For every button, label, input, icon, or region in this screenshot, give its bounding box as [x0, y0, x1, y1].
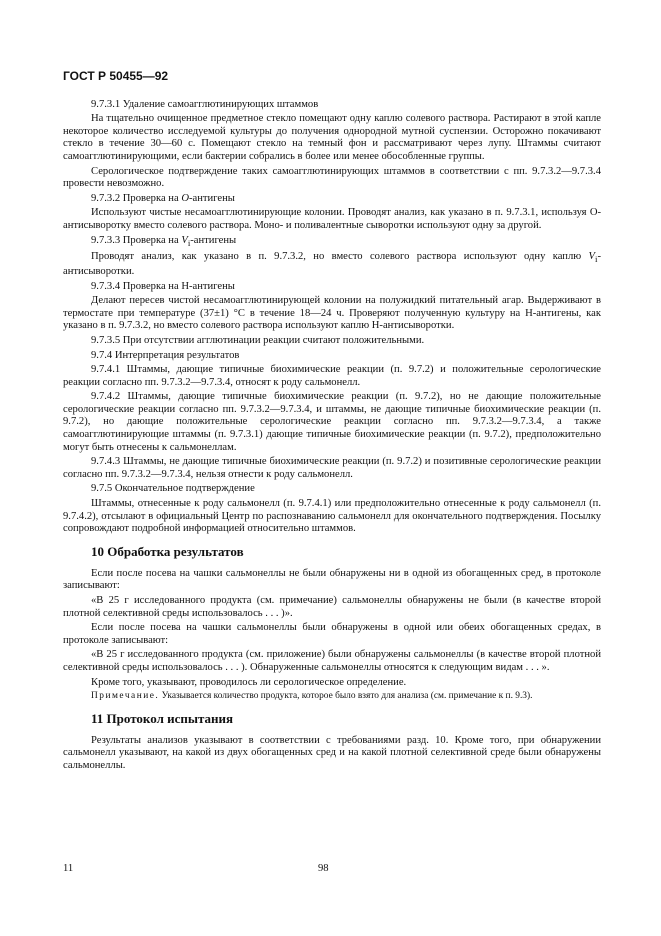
paragraph-9-7-3-4: 9.7.3.4 Проверка на Н-антигены [91, 280, 235, 292]
paragraph-9-7-4-2: 9.7.4.2 Штаммы, дающие типичные биохимические реакции (п. 9.7.2), но не дающие положительные серологические реакции согласно пп. 9.7.3.2—9.7.3.4, и штаммы, не дающие типичные биохимические реакции (п. 9.7.2), но дающие положительные серологические реакции согласно пп. 9.7.3.2—9.7.3.4, а также самоагглютинирующие штаммы (п. 9.7.3.1) дающие типичные биохимические реакции (п. 9.7.2), предположительно могут быть отнесены к сальмонеллам. [63, 391, 601, 453]
paragraph-9-7-3-3: 9.7.3.3 Проверка на $V_i$-антигены [91, 234, 237, 248]
section-10-note [63, 691, 601, 703]
document-page [63, 70, 601, 774]
footer-page-number: 98 [318, 863, 329, 874]
note-text: Указывается количество продукта, которое было взято для анализа (см. примечание к п. 9.3). [159, 691, 533, 702]
section-11-paragraph-1: Результаты анализов указывают в соответствии с требованиями разд. 10. Кроме того, при обнаружении сальмонелл указывают, на какой из двух обогащенных сред и на какой плотной селективной среде были обнаружены сальмонеллы. [63, 734, 601, 771]
section-10-heading: 10 Обработка результатов [91, 543, 244, 559]
section-10-paragraph-1: Если после посева на чашки сальмонеллы не были обнаружены ни в одной из обогащенных сред, в протоколе записывают: [63, 567, 601, 592]
paragraph-self-agglutination-method: На тщательно очищенное предметное стекло помещают одну каплю солевого раствора. Растирают в этой капле некоторое количество исследуемой культуры до получения однородной мутной суспензии. Осторожно покачивают стекло в течение 30—60 с. Помещают стекло на темный фон и рассматривают через лупу. Штаммы считают самоагглютинирующими, если бактерии собрались в более или менее обособленные группы. [63, 113, 601, 162]
paragraph-h-antigen-method: Делают пересев чистой несамоагглютинирующей колонии на полужидкий питательный агар. Выдерживают в термостате при температуре (37±1) °С в течение 18—24 ч. Проверяют полученную культуру на Н-антигены, как указано в п. 9.7.3.2, но вместо солевого раствора используют каплю Н-антисыворотки. [63, 295, 601, 332]
paragraph-vi-antigen-method: Проводят анализ, как указано в п. 9.7.3.2, но вместо солевого раствора используют одну каплю $V_i$-антисыворотки. [63, 251, 601, 277]
paragraph-9-7-3-1: 9.7.3.1 Удаление самоагглютинирующих штаммов [91, 98, 319, 110]
paragraph-9-7-4-1: 9.7.4.1 Штаммы, дающие типичные биохимические реакции (п. 9.7.2) и положительные серологические реакции согласно пп. 9.7.3.2—9.7.3.4, относят к роду сальмонелл. [63, 364, 601, 388]
paragraph-9-7-3-2: 9.7.3.2 Проверка на О-антигены [91, 192, 235, 204]
paragraph-o-antigen-method: Используют чистые несамоагглютинирующие колонии. Проводят анализ, как указано в п. 9.7.3.1, используя О-антисыворотку вместо солевого раствора. Моно- и поливалентные сыворотки используют одну за другой. [63, 207, 601, 231]
section-10-quote-1: «В 25 г исследованного продукта (см. примечание) сальмонеллы обнаружены не были (в качестве второй плотной селективной среды использовалось . . . )». [63, 595, 601, 619]
section-11-heading: 11 Протокол испытания [91, 710, 234, 726]
paragraph-9-7-3-5: 9.7.3.5 При отсутствии агглютинации реакции считают положительными. [91, 334, 425, 346]
paragraph-9-7-4: 9.7.4 Интерпретация результатов [91, 349, 240, 361]
section-10-quote-2: «В 25 г исследованного продукта (см. приложение) были обнаружены сальмонеллы (в качестве второй плотной селективной среды использовалось . . . ). Обнаруженные сальмонеллы относятся к следующим видам . . . ». [63, 649, 601, 673]
section-10-paragraph-3: Кроме того, указывают, проводилось ли серологическое определение. [91, 676, 407, 688]
paragraph-final-confirmation: Штаммы, отнесенные к роду сальмонелл (п. 9.7.4.1) или предположительно отнесенные к роду сальмонелл (п. 9.7.4.2), отсылают в официальный Центр по распознаванию сальмонелл для окончательного подтверждения. Посылку сопровождают подробной информацией относительно штаммов. [63, 498, 601, 535]
footer-section-number: 11 [63, 863, 74, 874]
note-label: Примечание. [91, 691, 160, 702]
document-header: ГОСТ Р 50455—92 [63, 69, 169, 83]
paragraph-serological-note: Серологическое подтверждение таких самоагглютинирующих штаммов в соответствии с пп. 9.7.3.2—9.7.3.4 провести невозможно. [63, 165, 601, 190]
section-10-paragraph-2: Если после посева на чашки сальмонеллы были обнаружены в одной или обеих обогащенных средах, в протоколе записывают: [63, 622, 601, 646]
paragraph-9-7-4-3: 9.7.4.3 Штаммы, не дающие типичные биохимические реакции (п. 9.7.2) и позитивные серологические реакции согласно пп. 9.7.3.2—9.7.3.4, нельзя отнести к роду сальмонелл. [63, 456, 601, 480]
paragraph-9-7-5: 9.7.5 Окончательное подтверждение [91, 483, 255, 495]
